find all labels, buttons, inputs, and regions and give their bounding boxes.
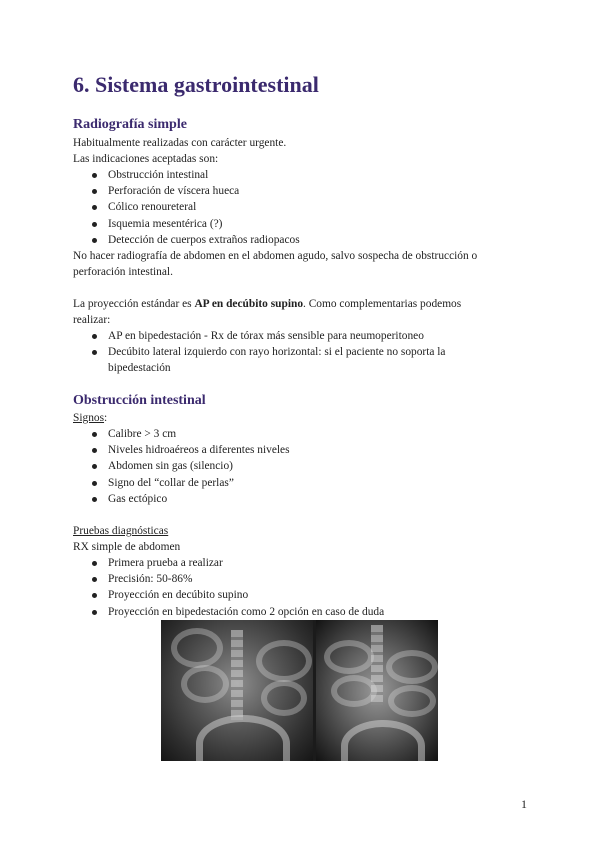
list-item: Primera prueba a realizar: [73, 555, 384, 571]
signs-label: [73, 410, 384, 426]
tests-label: Pruebas diagnósticas: [73, 525, 169, 538]
xray-figure: [161, 620, 438, 761]
signs-list: [73, 426, 384, 507]
list-item: Decúbito lateral izquierdo con rayo horizontal: si el paciente no soporta la: [73, 344, 477, 360]
list-item: Niveles hidroaéreos a diferentes niveles: [73, 442, 384, 458]
paragraph: No hacer radiografía de abdomen en el abdomen agudo, salvo sospecha de obstrucción o: [73, 250, 478, 263]
list-item: Cólico renoureteral: [73, 199, 477, 215]
list-item: Abdomen sin gas (silencio): [73, 458, 384, 474]
list-item: Obstrucción intestinal: [73, 167, 477, 183]
list-item: Proyección en bipedestación como 2 opción en caso de duda: [73, 604, 384, 620]
page-title: 6. Sistema gastrointestinal: [73, 72, 319, 97]
text: :: [104, 412, 108, 424]
paragraph: Habitualmente realizadas con carácter urgente.: [73, 137, 287, 149]
list-item: Perforación de víscera hueca: [73, 183, 477, 199]
list-item: Isquemia mesentérica (?): [73, 216, 477, 232]
section-heading: Obstrucción intestinal: [73, 393, 206, 408]
section-heading: Radiografía simple: [73, 117, 187, 132]
xray-image-supine: [161, 620, 313, 761]
list-item: Proyección en decúbito supino: [73, 587, 384, 603]
list-item: Precisión: 50-86%: [73, 571, 384, 587]
indications-list: [73, 167, 477, 248]
underlined-text: Signos: [73, 412, 105, 424]
paragraph: perforación intestinal.: [73, 266, 173, 279]
page-number: 1: [521, 797, 527, 811]
paragraph-projection: [73, 296, 477, 312]
list-item: AP en bipedestación - Rx de tórax más sensible para neumoperitoneo: [73, 328, 477, 344]
complementary-list: [73, 328, 477, 377]
xray-image-standing: [316, 620, 438, 761]
paragraph: RX simple de abdomen: [73, 541, 181, 554]
tests-list: [73, 555, 384, 620]
text: . Como complementarias podemos: [303, 298, 462, 311]
paragraph: realizar:: [73, 314, 111, 327]
list-item-continuation: bipedestación: [108, 362, 171, 375]
list-item: Calibre > 3 cm: [73, 426, 384, 442]
section-radiografia-simple: [73, 117, 477, 377]
text: La proyección estándar es: [73, 298, 195, 311]
section-obstruccion-intestinal: [73, 393, 384, 620]
list-item: Detección de cuerpos extraños radiopacos: [73, 232, 477, 248]
list-item: Gas ectópico: [73, 491, 384, 507]
list-item: Signo del “collar de perlas”: [73, 475, 384, 491]
bold-text: AP en decúbito supino: [194, 298, 304, 311]
paragraph: Las indicaciones aceptadas son:: [73, 153, 219, 165]
